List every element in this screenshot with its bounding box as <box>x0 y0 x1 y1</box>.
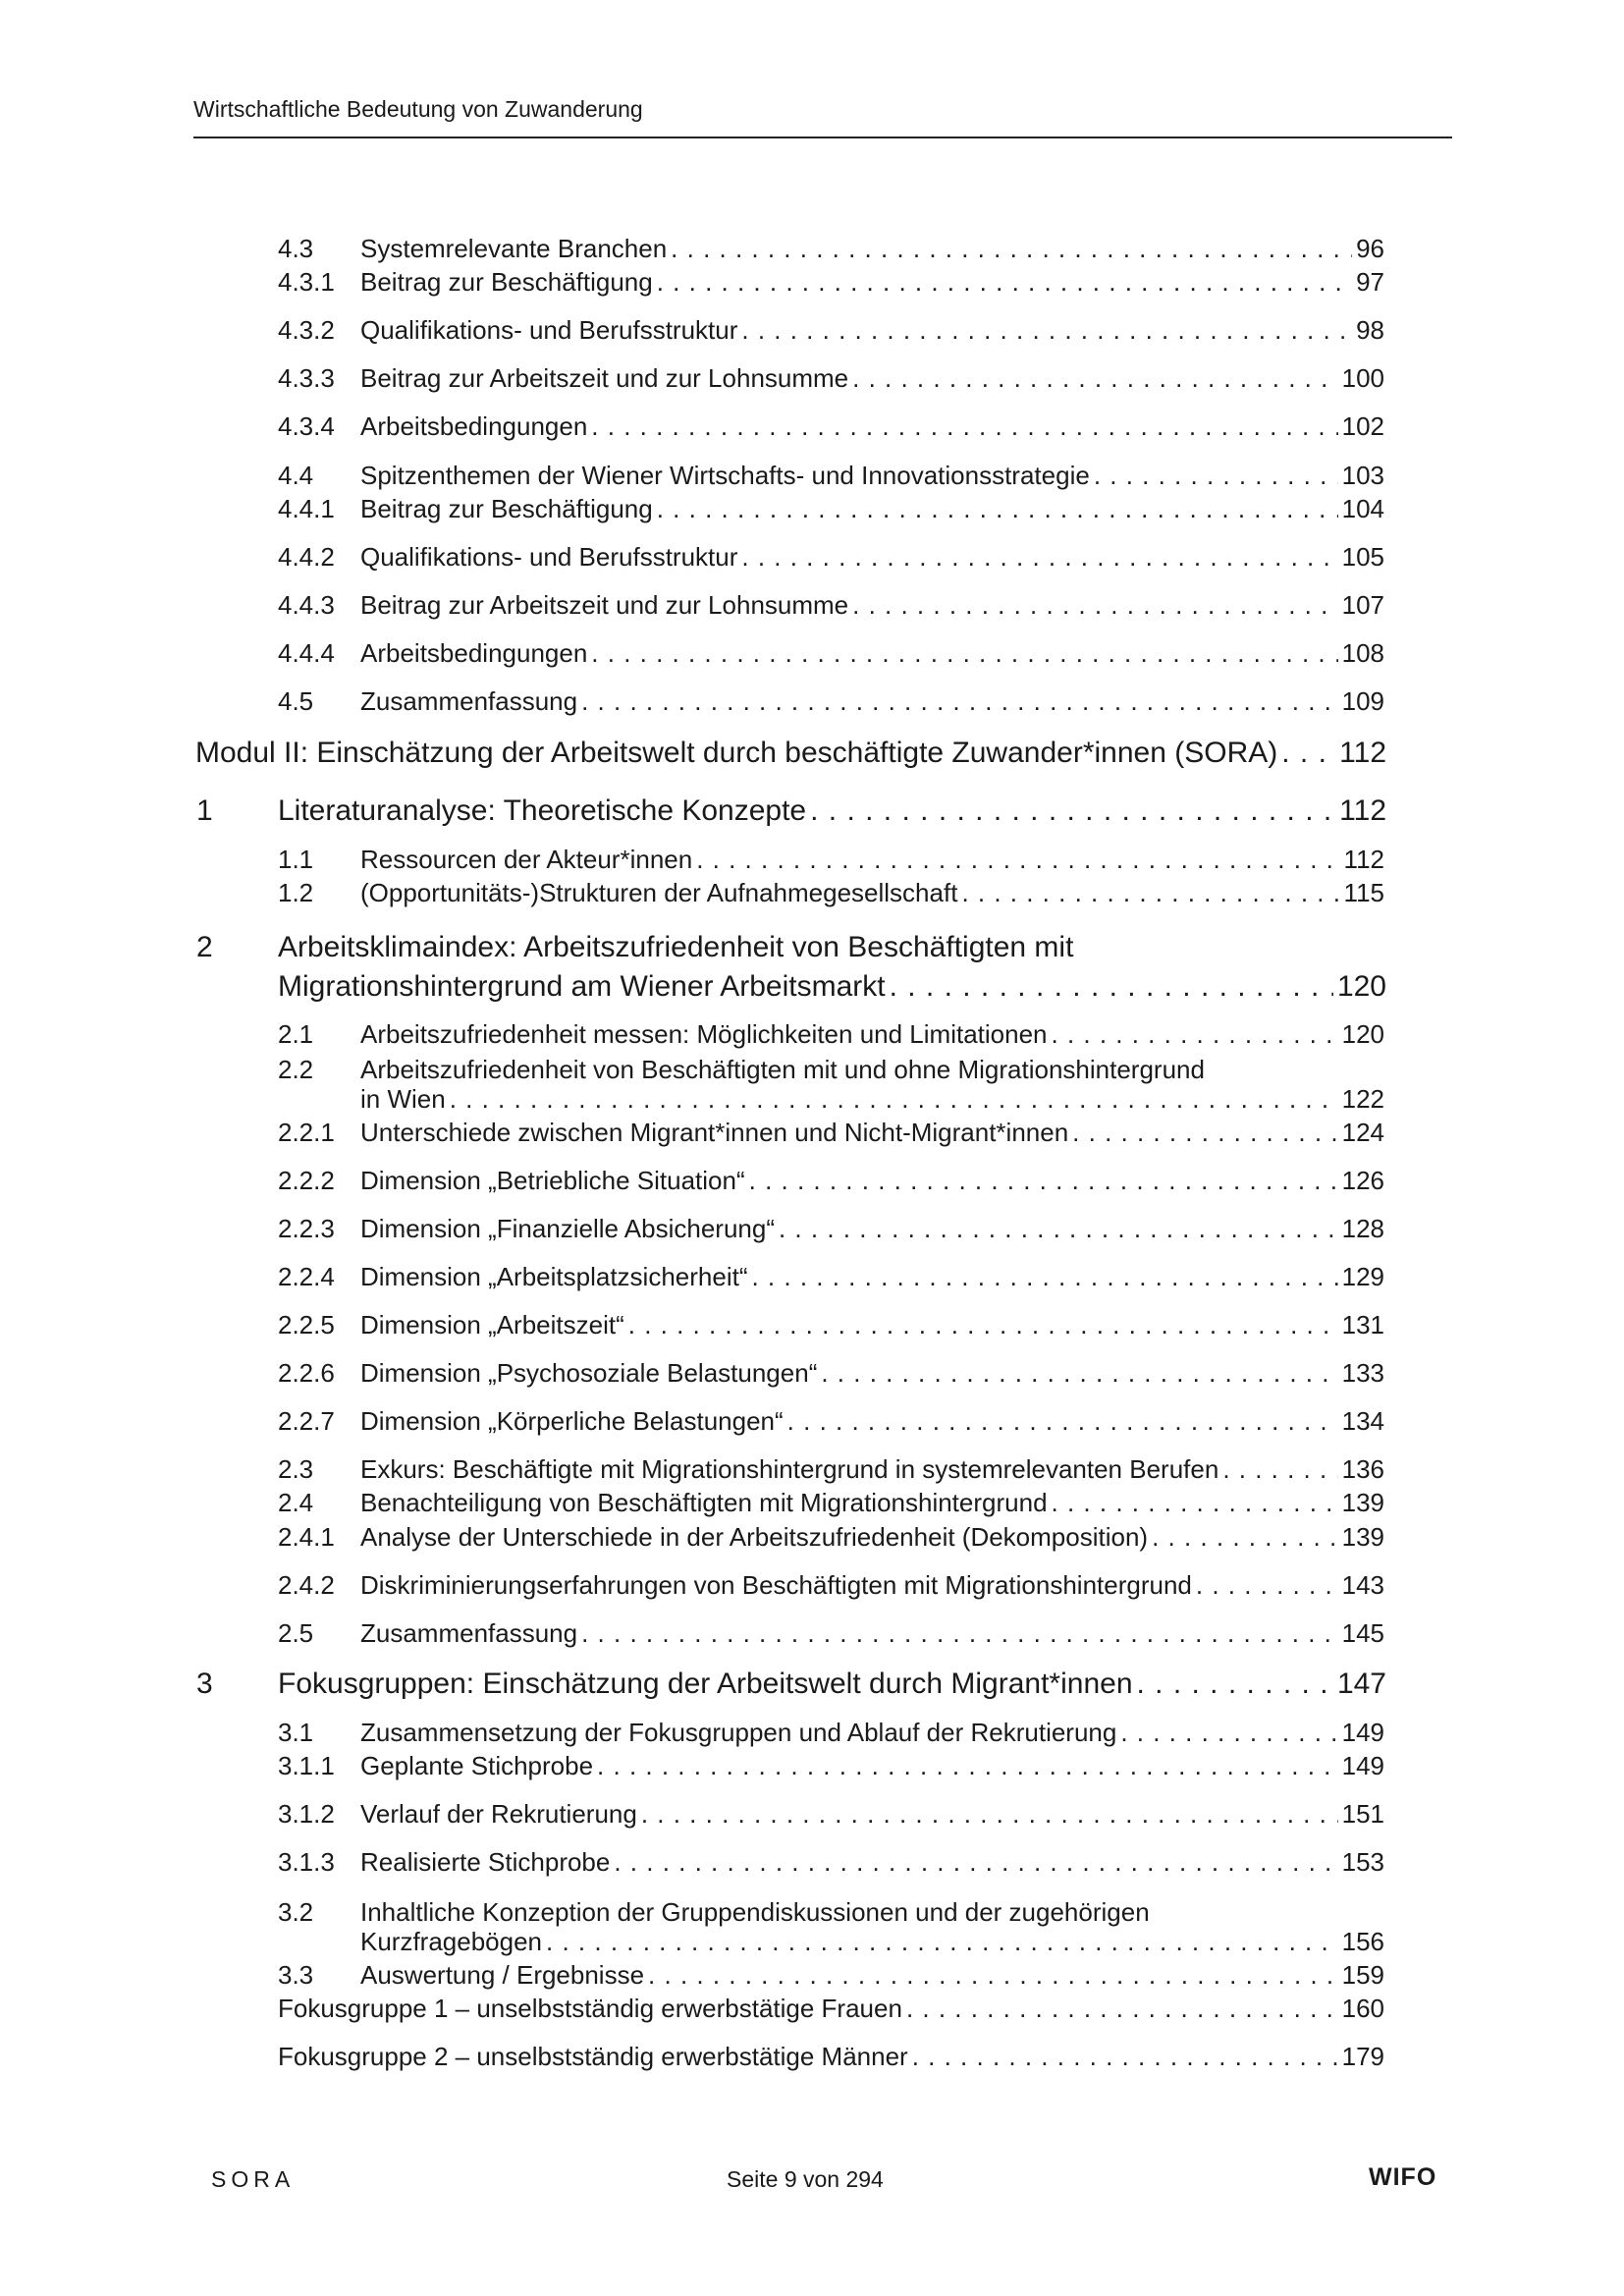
toc-leader <box>1152 1524 1338 1550</box>
toc-page: 160 <box>1341 1994 1384 2023</box>
toc-number: 2.5 <box>278 1618 314 1648</box>
toc-title: Fokusgruppe 1 – unselbstständig erwerbstätige Frauen <box>278 1994 902 2023</box>
toc-entry[interactable] <box>278 880 1384 905</box>
footer-wifo-logo: WIFO <box>1369 2163 1437 2191</box>
toc-chapter-number: 2 <box>196 931 213 963</box>
toc-page: 109 <box>1341 686 1384 716</box>
toc-leader <box>1120 1720 1337 1745</box>
toc-title: Auswertung / Ergebnisse <box>360 1960 645 1990</box>
toc-module-entry[interactable] <box>195 738 1386 768</box>
toc-entry[interactable] <box>278 847 1384 872</box>
toc-number: 3 <box>196 1667 213 1700</box>
toc-entry[interactable] <box>278 413 1384 439</box>
toc-page: 108 <box>1341 638 1384 668</box>
toc-entry[interactable] <box>278 592 1384 618</box>
toc-number: 4.5 <box>278 686 314 716</box>
toc-page: 124 <box>1341 1118 1384 1147</box>
toc-number: 4.3.3 <box>278 363 335 393</box>
toc-number: 1.1 <box>278 845 314 874</box>
toc-number: 2.2.1 <box>278 1118 335 1147</box>
toc-title: Dimension „Arbeitsplatzsicherheit“ <box>360 1262 748 1291</box>
toc-page: 112 <box>1339 737 1386 769</box>
toc-page: 136 <box>1341 1454 1384 1484</box>
toc-page: 122 <box>1341 1084 1384 1114</box>
toc-leader <box>787 1408 1338 1434</box>
toc-number: 2.2.3 <box>278 1214 335 1243</box>
toc-title: Exkurs: Beschäftigte mit Migrationshintergrund in systemrelevanten Berufen <box>360 1454 1219 1484</box>
toc-leader <box>628 1312 1338 1338</box>
toc-title: Spitzenthemen der Wiener Wirtschafts- und Innovationsstrategie <box>360 461 1090 490</box>
toc-title: Dimension „Körperliche Belastungen“ <box>360 1406 784 1436</box>
toc-leader <box>591 413 1337 439</box>
page-number: Seite 9 von 294 <box>727 2166 884 2192</box>
toc-title: Qualifikations- und Berufsstruktur <box>360 315 738 345</box>
toc-entry[interactable] <box>278 1753 1384 1778</box>
toc-title: Beitrag zur Beschäftigung <box>360 267 653 297</box>
toc-number: 1.2 <box>278 878 314 907</box>
toc-title: Verlauf der Rekrutierung <box>360 1799 637 1829</box>
toc-number: 4.4.4 <box>278 638 335 668</box>
toc-leader <box>696 847 1339 872</box>
toc-number: 3.1 <box>278 1718 314 1747</box>
toc-page: 103 <box>1341 461 1384 490</box>
toc-page: 120 <box>1336 970 1386 1003</box>
toc-title: Systemrelevante Branchen <box>360 234 668 263</box>
toc-title: Ressourcen der Akteur*innen <box>360 845 693 874</box>
toc-leader <box>1222 1456 1337 1482</box>
toc-entry[interactable] <box>278 1524 1384 1550</box>
toc-page: 139 <box>1341 1488 1384 1517</box>
toc-page: 145 <box>1341 1618 1384 1648</box>
toc-entry[interactable] <box>278 2044 1384 2069</box>
toc-page: 156 <box>1341 1927 1384 1956</box>
toc-entry[interactable] <box>278 1086 1384 1112</box>
toc-leader <box>852 365 1337 391</box>
toc-leader <box>546 1929 1338 1954</box>
toc-page: 134 <box>1341 1406 1384 1436</box>
toc-leader <box>581 1620 1338 1646</box>
toc-entry[interactable] <box>278 688 1384 714</box>
toc-number: 3.1.3 <box>278 1847 335 1877</box>
toc-entry[interactable] <box>278 1962 1384 1988</box>
toc-number: 4.3.1 <box>278 267 335 297</box>
toc-page: 179 <box>1341 2042 1384 2071</box>
toc-number: 2.4.1 <box>278 1522 335 1552</box>
toc-leader <box>749 1168 1338 1193</box>
toc-number: 2.4.2 <box>278 1570 335 1600</box>
toc-number: 2.2.7 <box>278 1406 335 1436</box>
toc-title-line1[interactable]: Arbeitszufriedenheit von Beschäftigten mit und ohne Migrationshintergrund <box>360 1055 1205 1084</box>
toc-entry[interactable] <box>278 1312 1384 1338</box>
toc-title: Dimension „Betriebliche Situation“ <box>360 1166 745 1195</box>
toc-number: 4.3 <box>278 234 314 263</box>
running-header: Wirtschaftliche Bedeutung von Zuwanderung <box>193 96 643 122</box>
toc-title: Fokusgruppen: Einschätzung der Arbeitswelt durch Migrant*innen <box>278 1667 1133 1700</box>
toc-entry[interactable] <box>278 1572 1384 1598</box>
toc-leader <box>890 972 1333 1002</box>
toc-page: 128 <box>1341 1214 1384 1243</box>
toc-entry[interactable] <box>278 1929 1384 1954</box>
toc-entry[interactable] <box>278 1264 1384 1289</box>
toc-number: 3.3 <box>278 1960 314 1990</box>
toc-entry[interactable] <box>278 269 1384 295</box>
toc-entry[interactable] <box>278 1168 1384 1193</box>
toc-leader <box>1052 1490 1338 1515</box>
toc-leader <box>657 269 1352 295</box>
toc-page: 139 <box>1341 1522 1384 1552</box>
toc-page: 107 <box>1341 590 1384 620</box>
toc-number: 2.4 <box>278 1488 314 1517</box>
toc-leader <box>641 1801 1338 1827</box>
toc-leader <box>906 1995 1338 2021</box>
toc-number: 4.4.3 <box>278 590 335 620</box>
toc-leader <box>961 880 1339 905</box>
toc-title: Dimension „Psychosoziale Belastungen“ <box>360 1358 818 1388</box>
toc-chapter-entry[interactable] <box>196 1669 1386 1699</box>
toc-leader <box>741 317 1352 343</box>
toc-title-line1[interactable]: Inhaltliche Konzeption der Gruppendiskussionen und der zugehörigen <box>360 1897 1150 1927</box>
toc-leader <box>614 1849 1337 1875</box>
toc-chapter-entry[interactable] <box>196 796 1386 826</box>
toc-leader <box>852 592 1337 618</box>
toc-title: Fokusgruppe 2 – unselbstständig erwerbstätige Männer <box>278 2042 908 2071</box>
toc-number: 4.4.2 <box>278 542 335 572</box>
toc-leader <box>1072 1120 1337 1145</box>
toc-entry[interactable] <box>278 1720 1384 1745</box>
toc-number: 3.1.1 <box>278 1751 335 1780</box>
toc-page: 105 <box>1341 542 1384 572</box>
toc-number: 2.2.4 <box>278 1262 335 1291</box>
toc-page: 133 <box>1341 1358 1384 1388</box>
toc-entry[interactable] <box>278 544 1384 570</box>
toc-entry[interactable] <box>278 640 1384 666</box>
toc-leader <box>597 1753 1338 1778</box>
toc-entry[interactable] <box>278 1849 1384 1875</box>
toc-title: Migrationshintergrund am Wiener Arbeitsmarkt <box>278 970 886 1003</box>
toc-entry[interactable] <box>278 1216 1384 1241</box>
toc-title: Analyse der Unterschiede in der Arbeitszufriedenheit (Dekomposition) <box>360 1522 1149 1552</box>
toc-leader <box>581 688 1338 714</box>
toc-number: 2.1 <box>278 1019 314 1049</box>
toc-page: 120 <box>1341 1019 1384 1049</box>
toc-title: Realisierte Stichprobe <box>360 1847 611 1877</box>
toc-title: Modul II: Einschätzung der Arbeitswelt durch beschäftigte Zuwander*innen (SORA) <box>195 737 1278 769</box>
toc-title: Qualifikations- und Berufsstruktur <box>360 542 738 572</box>
toc-entry[interactable] <box>278 1120 1384 1145</box>
toc-title: Beitrag zur Arbeitszeit und zur Lohnsumme <box>360 363 849 393</box>
toc-number: 2.2.6 <box>278 1358 335 1388</box>
toc-number: 4.4.1 <box>278 494 335 523</box>
toc-entry[interactable] <box>278 496 1384 521</box>
toc-leader <box>779 1216 1338 1241</box>
toc-entry[interactable] <box>278 1801 1384 1827</box>
toc-chapter-title-line1[interactable]: Arbeitsklimaindex: Arbeitszufriedenheit von Beschäftigten mit <box>278 931 1074 963</box>
toc-title: Beitrag zur Beschäftigung <box>360 494 653 523</box>
toc-number: 4.3.2 <box>278 315 335 345</box>
toc-leader <box>648 1962 1338 1988</box>
toc-title: (Opportunitäts-)Strukturen der Aufnahmegesellschaft <box>360 878 958 907</box>
toc-title: Benachteiligung von Beschäftigten mit Migrationshintergrund <box>360 1488 1048 1517</box>
toc-title: Diskriminierungserfahrungen von Beschäftigten mit Migrationshintergrund <box>360 1570 1192 1600</box>
toc-title: Arbeitsbedingungen <box>360 638 588 668</box>
toc-page: 96 <box>1356 234 1384 263</box>
toc-title: in Wien <box>360 1084 446 1114</box>
toc-entry[interactable] <box>278 463 1384 488</box>
toc-entry[interactable] <box>278 1490 1384 1515</box>
toc-number: 2.2 <box>278 1055 314 1084</box>
footer-sora-logo: SORA <box>211 2166 296 2192</box>
toc-page: 143 <box>1341 1570 1384 1600</box>
toc-title: Kurzfragebögen <box>360 1927 543 1956</box>
toc-chapter-entry[interactable] <box>278 972 1386 1002</box>
toc-leader <box>1094 463 1338 488</box>
toc-page: 97 <box>1356 267 1384 297</box>
toc-title: Zusammensetzung der Fokusgruppen und Ablauf der Rekrutierung <box>360 1718 1117 1747</box>
toc-number: 2.3 <box>278 1454 314 1484</box>
toc-entry[interactable] <box>278 236 1384 261</box>
toc-page: 104 <box>1341 494 1384 523</box>
toc-entry[interactable] <box>278 1620 1384 1646</box>
toc-leader <box>1137 1669 1333 1699</box>
toc-entry[interactable] <box>278 365 1384 391</box>
toc-number: 1 <box>196 794 213 827</box>
toc-leader <box>821 1360 1337 1386</box>
toc-title: Dimension „Finanzielle Absicherung“ <box>360 1214 775 1243</box>
toc-entry[interactable] <box>278 317 1384 343</box>
toc-page: 151 <box>1341 1799 1384 1829</box>
toc-title: Literaturanalyse: Theoretische Konzepte <box>278 794 807 827</box>
toc-entry[interactable] <box>278 1995 1384 2021</box>
toc-page: 112 <box>1343 845 1384 874</box>
toc-title: Dimension „Arbeitszeit“ <box>360 1310 624 1339</box>
toc-entry[interactable] <box>278 1360 1384 1386</box>
toc-leader <box>671 236 1352 261</box>
toc-page: 115 <box>1343 878 1384 907</box>
toc-entry[interactable] <box>278 1456 1384 1482</box>
toc-number: 3.1.2 <box>278 1799 335 1829</box>
toc-leader <box>810 796 1335 826</box>
toc-page: 149 <box>1341 1751 1384 1780</box>
toc-page: 149 <box>1341 1718 1384 1747</box>
toc-page: 98 <box>1356 315 1384 345</box>
toc-page: 159 <box>1341 1960 1384 1990</box>
toc-entry[interactable] <box>278 1021 1384 1047</box>
toc-leader <box>751 1264 1337 1289</box>
toc-page: 102 <box>1341 411 1384 441</box>
toc-page: 147 <box>1336 1667 1386 1700</box>
toc-title: Geplante Stichprobe <box>360 1751 594 1780</box>
toc-number: 2.2.2 <box>278 1166 335 1195</box>
toc-leader <box>1196 1572 1338 1598</box>
toc-number: 3.2 <box>278 1897 314 1927</box>
toc-number: 2.2.5 <box>278 1310 335 1339</box>
toc-page: 131 <box>1341 1310 1384 1339</box>
toc-leader <box>912 2044 1338 2069</box>
toc-leader <box>450 1086 1338 1112</box>
toc-number: 4.4 <box>278 461 314 490</box>
toc-number: 4.3.4 <box>278 411 335 441</box>
toc-entry[interactable] <box>278 1408 1384 1434</box>
toc-title: Zusammenfassung <box>360 686 578 716</box>
toc-page: 100 <box>1341 363 1384 393</box>
toc-page: 112 <box>1339 794 1386 827</box>
toc-page: 126 <box>1341 1166 1384 1195</box>
toc-leader <box>657 496 1338 521</box>
toc-leader <box>741 544 1337 570</box>
toc-page: 129 <box>1341 1262 1384 1291</box>
toc-title: Arbeitsbedingungen <box>360 411 588 441</box>
toc-leader <box>591 640 1337 666</box>
toc-title: Zusammenfassung <box>360 1618 578 1648</box>
toc-title: Unterschiede zwischen Migrant*innen und Nicht-Migrant*innen <box>360 1118 1069 1147</box>
toc-title: Arbeitszufriedenheit messen: Möglichkeiten und Limitationen <box>360 1019 1048 1049</box>
toc-title: Beitrag zur Arbeitszeit und zur Lohnsumme <box>360 590 849 620</box>
toc-page: 153 <box>1341 1847 1384 1877</box>
toc-leader <box>1281 738 1335 768</box>
header-rule <box>193 137 1452 138</box>
toc-leader <box>1052 1021 1338 1047</box>
